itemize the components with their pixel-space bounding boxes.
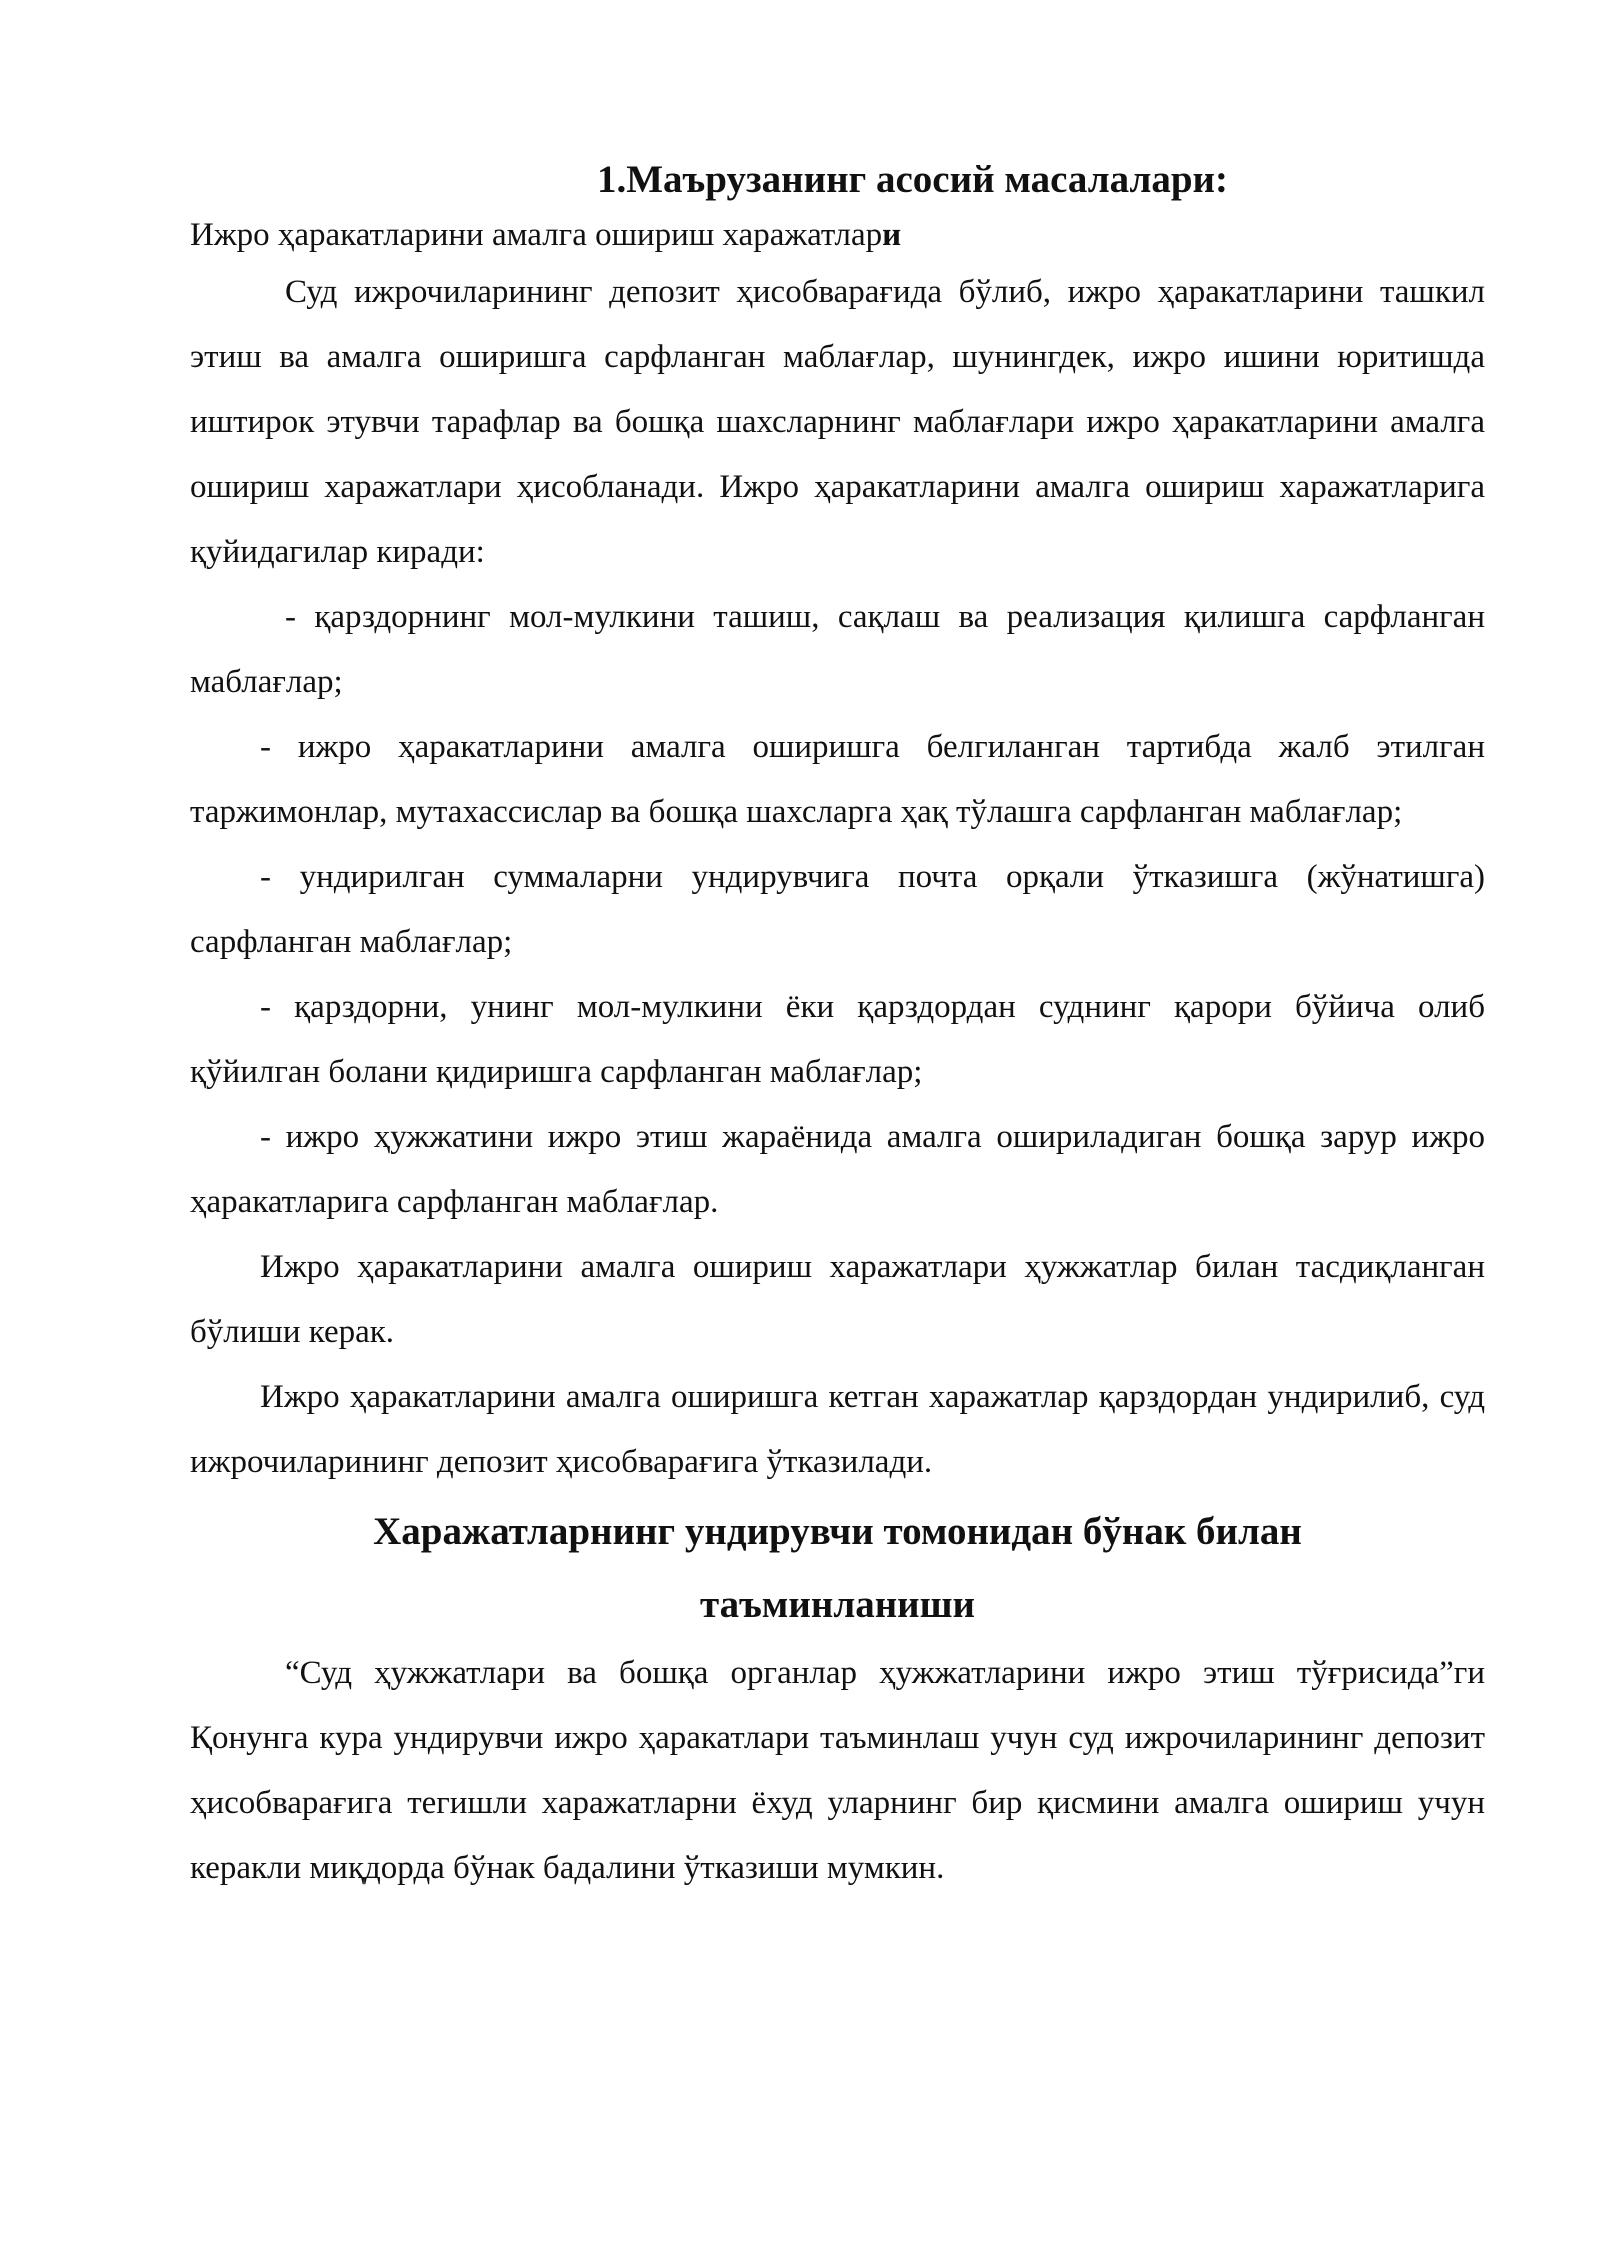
list-item-postal-transfer: - ундирилган суммаларни ундирувчига почта орқали ўтказишга (жўнатишга) сарфланган маблағлар;: [190, 859, 1485, 960]
subtitle-text: Ижро ҳаракатларини амалга ошириш харажатлар: [190, 217, 883, 253]
list-item-search: - қарздорни, унинг мол-мулкини ёки қарздордан суднинг қарори бўйича олиб қўйилган болани қидиришга сарфланган маблағлар;: [190, 989, 1485, 1090]
list-item-translators: - ижро ҳаракатларини амалга оширишга белгиланган тартибда жалб этилган таржимонлар, мутахассислар ва бошқа шахсларга ҳақ тўлашга сарфланган маблағлар;: [190, 729, 1485, 830]
page-title: 1.Маърузанинг асосий масалалари:: [596, 158, 1228, 201]
list-item-transport-storage: - қарздорнинг мол-мулкини ташиш, сақлаш ва реализация қилишга сарфланган маблағлар;: [190, 599, 1485, 700]
paragraph-costs-definition: Суд ижрочиларининг депозит ҳисобварағида бўлиб, ижро ҳаракатларини ташкил этиш ва амалга оширишга сарфланган маблағлар, шунингдек, ижро ишини юритишда иштирок этувчи тарафлар ва бошқа шахсларнинг маблағлари ижро ҳаракатларини амалга ошириш харажатлари ҳисобланади. Ижро ҳаракатларини амалга ошириш харажатларига қуйидагилар киради:: [190, 274, 1485, 570]
subtitle-last-letter: и: [882, 217, 902, 253]
list-item-other-actions: - ижро ҳужжатини ижро этиш жараёнида амалга ошириладиган бошқа зарур ижро ҳаракатларига сарфланган маблағлар.: [190, 1119, 1485, 1220]
section-heading-line-2: таъминланиши: [699, 1583, 976, 1626]
section-heading: [190, 1495, 1485, 1641]
paragraph-advance-payment: “Суд ҳужжатлари ва бошқа органлар ҳужжатларини ижро этиш тўғрисида”ги Қонунга кура ундирувчи ижро ҳаракатлари таъминлаш учун суд ижрочиларининг депозит ҳисобварағига тегишли харажатларни ёхуд уларнинг бир қисмини амалга ошириш учун керакли миқдорда бўнак бадалини ўтказиши мумкин.: [190, 1655, 1485, 1886]
section-heading-line-1: Харажатларнинг ундирувчи томонидан бўнак билан: [373, 1510, 1302, 1553]
document-body: [190, 150, 1485, 1901]
paragraph-recovery: Ижро ҳаракатларини амалга оширишга кетган харажатлар қарздордан ундирилиб, суд ижрочиларининг депозит ҳисобварағига ўтказилади.: [190, 1379, 1485, 1480]
subtitle: [190, 210, 1485, 260]
paragraph-documented: Ижро ҳаракатларини амалга ошириш харажатлари ҳужжатлар билан тасдиқланган бўлиши керак.: [190, 1249, 1485, 1350]
